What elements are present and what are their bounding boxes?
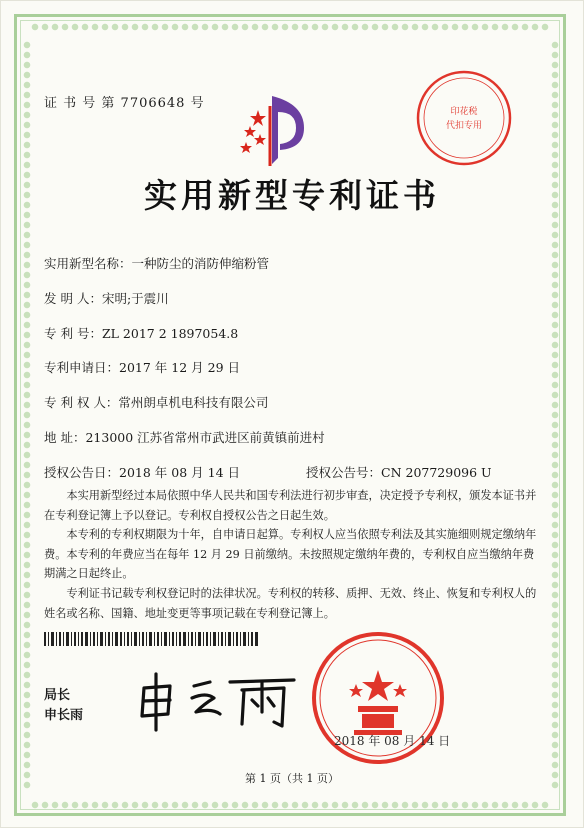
left-lace-ornament [22, 40, 32, 790]
grant-number-label: 授权公告号： [306, 465, 382, 480]
barcode-icon [44, 632, 258, 646]
patentee-label: 专 利 权 人： [44, 395, 119, 410]
body-paragraph-3: 专利证书记载专利权登记时的法律状况。专利权的转移、质押、无效、终止、恢复和专利权人的姓名或名称、国籍、地址变更等事项记载在专利登记簿上。 [44, 586, 537, 620]
body-paragraph-2: 本专利的专利权期限为十年，自申请日起算。专利权人应当依照专利法及其实施细则规定缴纳年费。本专利的年费应当在每年 12 月 29 日前缴纳。未按照规定缴纳年费的，专利权自应当缴纳年费期满之日起终止。 [44, 528, 537, 581]
bureau-title: 局长 [44, 688, 71, 703]
grant-number-value: CN 207729096 U [381, 465, 492, 480]
cnipa-logo-icon [224, 92, 324, 172]
certificate-body [44, 486, 544, 623]
grant-date-row [44, 463, 240, 481]
patentee-row [44, 393, 268, 411]
patent-number-row [44, 324, 238, 342]
filing-date-value: 2017 年 12 月 29 日 [119, 360, 241, 375]
tax-seal-icon [414, 68, 514, 168]
seal-date: 2018 年 08 月 14 日 [334, 734, 451, 748]
page-indicator: 第 1 页（共 1 页） [245, 772, 339, 785]
certificate-number [44, 92, 205, 111]
utility-model-name-value: 一种防尘的消防伸缩粉管 [131, 256, 270, 271]
body-paragraph-1: 本实用新型经过本局依照中华人民共和国专利法进行初步审查，决定授予专利权，颁发本证书并在专利登记簿上予以登记。专利权自授权公告之日起生效。 [44, 489, 537, 522]
grant-date-label: 授权公告日： [44, 465, 120, 480]
inventor-label: 发 明 人： [44, 291, 102, 306]
top-lace-ornament [30, 22, 550, 32]
inventor-row [44, 289, 169, 307]
certificate-number-label: 证 书 号 第 [44, 96, 116, 111]
right-lace-ornament [550, 40, 560, 790]
address-label: 地 址： [44, 430, 86, 445]
address-value: 213000 江苏省常州市武进区前黄镇前进村 [85, 430, 325, 445]
patentee-value: 常州朗卓机电科技有限公司 [118, 395, 269, 410]
patent-number-label: 专 利 号： [44, 326, 102, 341]
grant-number-row [306, 463, 492, 481]
utility-model-name-row [44, 254, 269, 272]
address-row [44, 428, 325, 446]
svg-text:印花税: 印花税 [450, 107, 478, 117]
certificate-number-value: 7706648 [120, 96, 186, 111]
certificate-title: 实用新型专利证书 [144, 176, 440, 215]
bottom-lace-ornament [30, 800, 550, 810]
grant-date-value: 2018 年 08 月 14 日 [119, 465, 241, 480]
director-name: 申长雨 [44, 708, 84, 723]
svg-text:代扣专用: 代扣专用 [445, 121, 483, 131]
filing-date-row [44, 358, 240, 376]
inventor-value: 宋明;于震川 [101, 291, 169, 306]
utility-model-name-label: 实用新型名称： [44, 256, 132, 271]
filing-date-label: 专利申请日： [44, 360, 120, 375]
patent-number-value: ZL 2017 2 1897054.8 [101, 326, 239, 341]
certificate-number-suffix: 号 [190, 96, 205, 111]
handwritten-signature-icon [134, 668, 314, 732]
